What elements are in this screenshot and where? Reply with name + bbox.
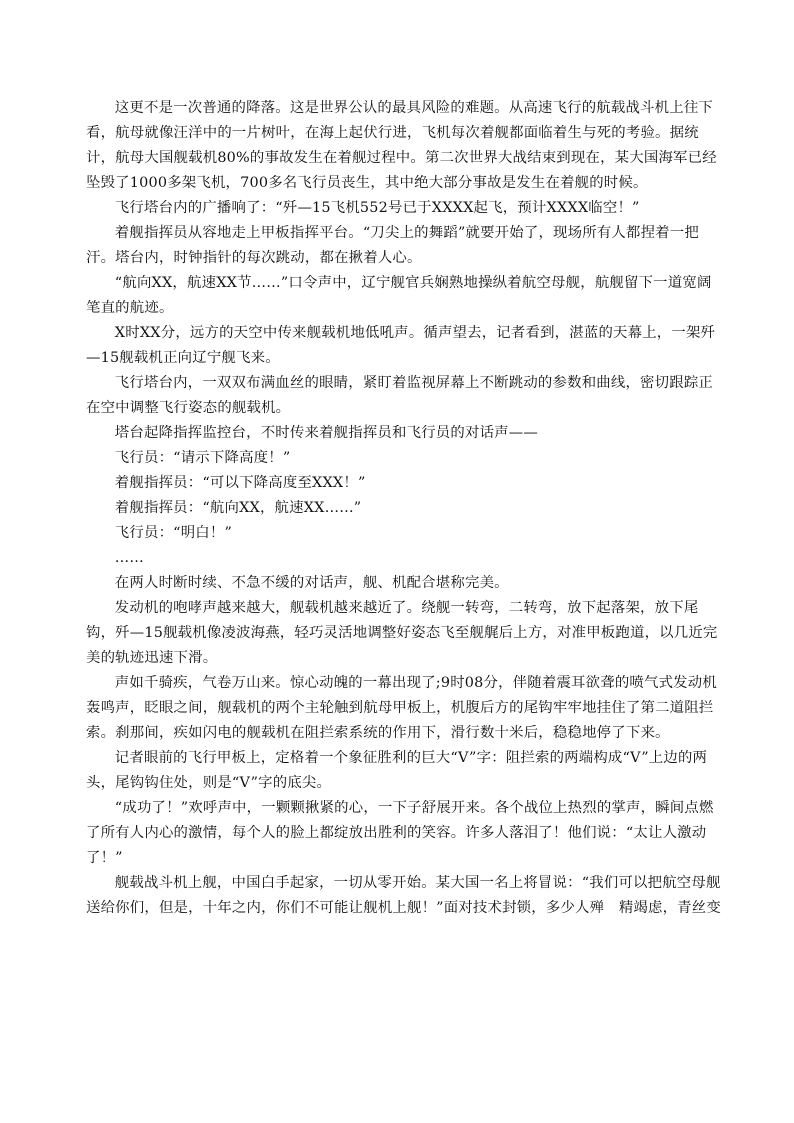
paragraph: 舰载战斗机上舰，中国白手起家，一切从零开始。某大国一名上将冒说：“我们可以把航空母舰送给你们，但是，十年之内，你们不可能让舰机上舰！”面对技术封锁，多少人殚 精竭虑，青丝变	[86, 875, 721, 916]
paragraph: 飞行塔台内，一双双布满血丝的眼睛，紧盯着监视屏幕上不断跳动的参数和曲线，密切跟踪正在空中调整飞行姿态的舰载机。	[86, 375, 714, 416]
paragraph: 着舰指挥员从容地走上甲板指挥平台。“刀尖上的舞蹈”就要开始了，现场所有人都捏着一把汗。塔台内，时钟指针的每次跳动，都在揪着人心。	[86, 225, 699, 266]
paragraph: 声如千骑疾，气卷万山来。惊心动魄的一幕出现了;9时08分，伴随着震耳欲聋的喷气式发动机轰鸣声，眨眼之间，舰载机的两个主轮触到航母甲板上，机腹后方的尾钩牢牢地挂住了第二道阻拦索。刹那间，疾如闪电的舰载机在阻拦索系统的作用下，滑行数十米后，稳稳地停了下来。	[86, 675, 717, 741]
dialogue-line: 飞行员：“明白！”	[114, 525, 233, 541]
article-body	[86, 96, 726, 921]
dialogue-line: 着舰指挥员：“航向XX，航速XX……”	[114, 500, 362, 516]
paragraph: 记者眼前的飞行甲板上，定格着一个象征胜利的巨大“V”字：阻拦索的两端构成“V”上边的两头，尾钩钩住处，则是“V”字的底尖。	[86, 750, 708, 791]
paragraph: X时XX分，远方的天空中传来舰载机地低吼声。循声望去，记者看到，湛蓝的天幕上，一架歼—15舰载机正向辽宁舰飞来。	[86, 325, 716, 366]
dialogue-line: 飞行员：“请示下降高度！”	[114, 450, 291, 466]
paragraph: 这更不是一次普通的降落。这是世界公认的最具风险的难题。从高速飞行的航载战斗机上往下看，航母就像汪洋中的一片树叶，在海上起伏行进，飞机每次着舰都面临着生与死的考验。据统计，航母大国舰载机80%的事故发生在着舰过程中。第二次世界大战结束到现在，某大国海军已经坠毁了1000多架飞机，700多名飞行员丧生，其中绝大部分事故是发生在着舰的时候。	[86, 100, 717, 191]
paragraph: “航向XX，航速XX节……”口令声中，辽宁舰官兵娴熟地操纵着航空母舰，航舰留下一道宽阔笔直的航迹。	[86, 275, 712, 316]
paragraph: 发动机的咆哮声越来越大，舰载机越来越近了。绕舰一转弯，二转弯，放下起落架，放下尾钩，歼—15舰载机像凌波海燕，轻巧灵活地调整好姿态飞至舰艉后上方，对准甲板跑道，以几近完美的轨迹迅速下滑。	[86, 600, 718, 666]
paragraph: 飞行塔台内的广播响了：“歼—15飞机552号已于XXXX起飞，预计XXXX临空！”	[114, 200, 640, 216]
ellipsis-line: ……	[114, 550, 144, 566]
paragraph: “成功了！”欢呼声中，一颗颗揪紧的心，一下子舒展开来。各个战位上热烈的掌声，瞬间点燃了所有人内心的激情，每个人的脸上都绽放出胜利的笑容。许多人落泪了！他们说：“太让人激动了！”	[86, 800, 714, 866]
paragraph: 在两人时断时续、不急不缓的对话声，舰、机配合堪称完美。	[114, 575, 509, 591]
paragraph: 塔台起降指挥监控台，不时传来着舰指挥员和飞行员的对话声——	[114, 425, 538, 441]
dialogue-line: 着舰指挥员：“可以下降高度至XXX！”	[114, 475, 366, 491]
